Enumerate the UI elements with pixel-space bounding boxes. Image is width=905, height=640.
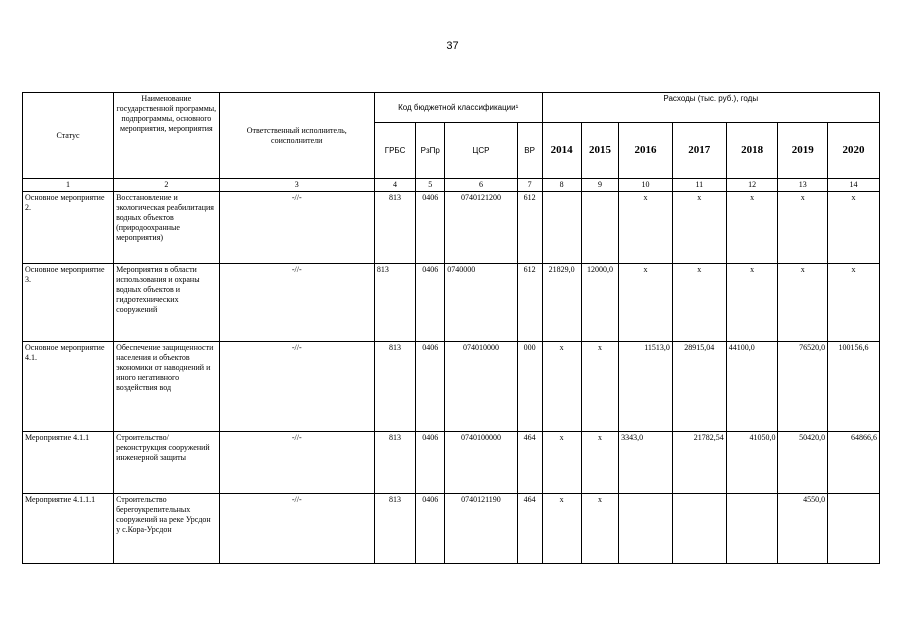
header-year-2018: 2018 bbox=[726, 123, 778, 179]
row-name: Строительство/реконструкция сооружений инженерной защиты bbox=[114, 432, 220, 494]
row-2016: 3343,0 bbox=[619, 432, 673, 494]
row-2016: x bbox=[619, 192, 673, 264]
column-number: 4 bbox=[374, 179, 415, 192]
column-number: 2 bbox=[114, 179, 220, 192]
row-rzpr: 0406 bbox=[416, 494, 445, 564]
header-year-2017: 2017 bbox=[672, 123, 726, 179]
row-grbs: 813 bbox=[374, 342, 415, 432]
row-2016: 11513,0 bbox=[619, 342, 673, 432]
row-csr: 0740100000 bbox=[445, 432, 517, 494]
row-name: Мероприятия в области использования и охраны водных объектов и гидротехнических сооружений bbox=[114, 264, 220, 342]
column-number: 11 bbox=[672, 179, 726, 192]
row-2014: x bbox=[542, 494, 581, 564]
row-2019: x bbox=[778, 192, 828, 264]
row-rzpr: 0406 bbox=[416, 432, 445, 494]
table-row bbox=[23, 494, 880, 564]
header-year-2016: 2016 bbox=[619, 123, 673, 179]
header-year-2019: 2019 bbox=[778, 123, 828, 179]
table-row bbox=[23, 432, 880, 494]
row-2020: x bbox=[828, 264, 880, 342]
column-number: 5 bbox=[416, 179, 445, 192]
row-2015 bbox=[581, 192, 618, 264]
row-2018: x bbox=[726, 192, 778, 264]
row-status: Основное мероприятие 3. bbox=[23, 264, 114, 342]
header-responsible: Ответственный исполнитель, соисполнители bbox=[219, 93, 374, 179]
column-number: 6 bbox=[445, 179, 517, 192]
row-status: Основное мероприятие 4.1. bbox=[23, 342, 114, 432]
column-number: 12 bbox=[726, 179, 778, 192]
row-vr: 464 bbox=[517, 432, 542, 494]
row-2018: x bbox=[726, 264, 778, 342]
column-number: 13 bbox=[778, 179, 828, 192]
column-number: 7 bbox=[517, 179, 542, 192]
row-vr: 612 bbox=[517, 264, 542, 342]
row-2015: 12000,0 bbox=[581, 264, 618, 342]
row-2017 bbox=[672, 494, 726, 564]
row-2016: x bbox=[619, 264, 673, 342]
row-rzpr: 0406 bbox=[416, 342, 445, 432]
row-2019: 76520,0 bbox=[778, 342, 828, 432]
row-2019: 50420,0 bbox=[778, 432, 828, 494]
column-number: 9 bbox=[581, 179, 618, 192]
row-2020 bbox=[828, 494, 880, 564]
row-2015: x bbox=[581, 494, 618, 564]
row-2020: 100156,6 bbox=[828, 342, 880, 432]
row-2015: x bbox=[581, 432, 618, 494]
row-rzpr: 0406 bbox=[416, 264, 445, 342]
row-name: Строительство берегоукрепительных сооружений на реке Урсдон у с.Кора-Урсдон bbox=[114, 494, 220, 564]
row-csr: 0740000 bbox=[445, 264, 517, 342]
row-grbs: 813 bbox=[374, 494, 415, 564]
header-code-rzpr: РзПр bbox=[416, 123, 445, 179]
row-vr: 464 bbox=[517, 494, 542, 564]
page-number: 37 bbox=[446, 40, 459, 52]
table-row bbox=[23, 342, 880, 432]
header-budget-code: Код бюджетной классификации¹ bbox=[374, 93, 542, 123]
row-2017: x bbox=[672, 192, 726, 264]
row-csr: 074010000 bbox=[445, 342, 517, 432]
row-2020: 64866,6 bbox=[828, 432, 880, 494]
column-number: 1 bbox=[23, 179, 114, 192]
row-grbs: 813 bbox=[374, 192, 415, 264]
row-2018: 41050,0 bbox=[726, 432, 778, 494]
row-status: Основное мероприятие 2. bbox=[23, 192, 114, 264]
row-grbs: 813 bbox=[374, 432, 415, 494]
row-2014: 21829,0 bbox=[542, 264, 581, 342]
column-number: 3 bbox=[219, 179, 374, 192]
row-name: Восстановление и экологическая реабилитация водных объектов (природоохранные мероприятия) bbox=[114, 192, 220, 264]
column-number: 8 bbox=[542, 179, 581, 192]
row-2017: 21782,54 bbox=[672, 432, 726, 494]
row-2014 bbox=[542, 192, 581, 264]
header-year-2015: 2015 bbox=[581, 123, 618, 179]
row-2014: x bbox=[542, 432, 581, 494]
row-responsible: -//- bbox=[219, 342, 374, 432]
row-2020: x bbox=[828, 192, 880, 264]
row-responsible: -//- bbox=[219, 494, 374, 564]
row-rzpr: 0406 bbox=[416, 192, 445, 264]
column-number-row bbox=[23, 179, 880, 192]
header-code-grbs: ГРБС bbox=[374, 123, 415, 179]
header-code-vr: ВР bbox=[517, 123, 542, 179]
table-row bbox=[23, 264, 880, 342]
page-crop-mask bbox=[0, 571, 905, 640]
row-vr: 000 bbox=[517, 342, 542, 432]
column-number: 14 bbox=[828, 179, 880, 192]
row-2015: x bbox=[581, 342, 618, 432]
row-vr: 612 bbox=[517, 192, 542, 264]
header-year-2014: 2014 bbox=[542, 123, 581, 179]
row-csr: 0740121200 bbox=[445, 192, 517, 264]
row-responsible: -//- bbox=[219, 264, 374, 342]
row-name: Обеспечение защищенности населения и объектов экономики от наводнений и иного негативного воздействия вод bbox=[114, 342, 220, 432]
row-status: Мероприятие 4.1.1 bbox=[23, 432, 114, 494]
header-name: Наименование государственной программы, подпрограммы, основного мероприятия, мероприятия bbox=[114, 93, 220, 179]
column-number: 10 bbox=[619, 179, 673, 192]
header-expenses: Расходы (тыс. руб.), годы bbox=[542, 93, 880, 123]
row-2018 bbox=[726, 494, 778, 564]
row-2017: 28915,04 bbox=[672, 342, 726, 432]
header-code-csr: ЦСР bbox=[445, 123, 517, 179]
row-grbs: 813 bbox=[374, 264, 415, 342]
row-2016 bbox=[619, 494, 673, 564]
budget-table bbox=[22, 92, 880, 564]
row-2019: 4550,0 bbox=[778, 494, 828, 564]
row-2019: x bbox=[778, 264, 828, 342]
row-csr: 0740121190 bbox=[445, 494, 517, 564]
row-responsible: -//- bbox=[219, 432, 374, 494]
row-2018: 44100,0 bbox=[726, 342, 778, 432]
row-2014: x bbox=[542, 342, 581, 432]
row-2017: x bbox=[672, 264, 726, 342]
header-year-2020: 2020 bbox=[828, 123, 880, 179]
header-status: Статус bbox=[23, 93, 114, 179]
row-responsible: -//- bbox=[219, 192, 374, 264]
row-status: Мероприятие 4.1.1.1 bbox=[23, 494, 114, 564]
table-row bbox=[23, 192, 880, 264]
